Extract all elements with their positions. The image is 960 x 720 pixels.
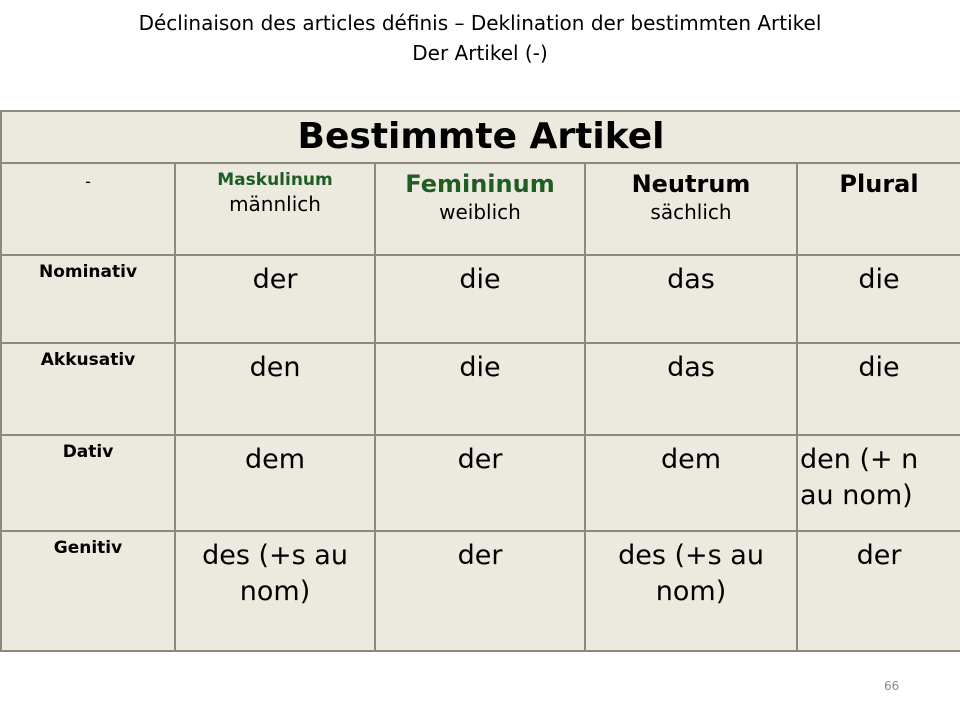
table-cell: dem <box>585 435 797 531</box>
case-label: Akkusativ <box>1 343 175 435</box>
table-title: Bestimmte Artikel <box>1 111 960 163</box>
table-cell: das <box>585 255 797 343</box>
case-label: Dativ <box>1 435 175 531</box>
table-cell: den <box>175 343 375 435</box>
column-header-maskulinum <box>175 163 375 255</box>
header-title: Déclinaison des articles définis – Deklination der bestimmten Artikel <box>138 11 822 35</box>
column-subname: weiblich <box>439 200 521 224</box>
header-row <box>1 163 960 255</box>
slide-header <box>0 8 960 68</box>
table-cell: die <box>375 343 585 435</box>
column-name: Maskulinum <box>217 170 333 190</box>
table-cell: des (+s au nom) <box>585 531 797 651</box>
table-cell: die <box>375 255 585 343</box>
page-number: 66 <box>884 679 900 693</box>
case-label: Genitiv <box>1 531 175 651</box>
table-cell: die <box>797 343 960 435</box>
table-cell: das <box>585 343 797 435</box>
table-cell: den (+ n au nom) <box>797 435 960 531</box>
column-name: Neutrum <box>631 170 751 198</box>
column-subname: männlich <box>229 192 321 216</box>
column-header-neutrum <box>585 163 797 255</box>
table-cell: der <box>175 255 375 343</box>
table-cell: dem <box>175 435 375 531</box>
header-subtitle: Der Artikel (-) <box>412 41 548 65</box>
column-header-plural <box>797 163 960 255</box>
table-row <box>1 531 960 651</box>
column-name: Femininum <box>405 170 555 198</box>
table-cell: die <box>797 255 960 343</box>
case-label: Nominativ <box>1 255 175 343</box>
column-name: Plural <box>839 170 919 198</box>
table-cell: der <box>797 531 960 651</box>
table-cell: der <box>375 531 585 651</box>
corner-cell: - <box>1 163 175 255</box>
table-row <box>1 435 960 531</box>
table-row <box>1 255 960 343</box>
column-header-femininum <box>375 163 585 255</box>
column-subname: sächlich <box>650 200 732 224</box>
table-cell: des (+s au nom) <box>175 531 375 651</box>
table-cell: der <box>375 435 585 531</box>
article-table <box>0 110 960 652</box>
table-row <box>1 343 960 435</box>
